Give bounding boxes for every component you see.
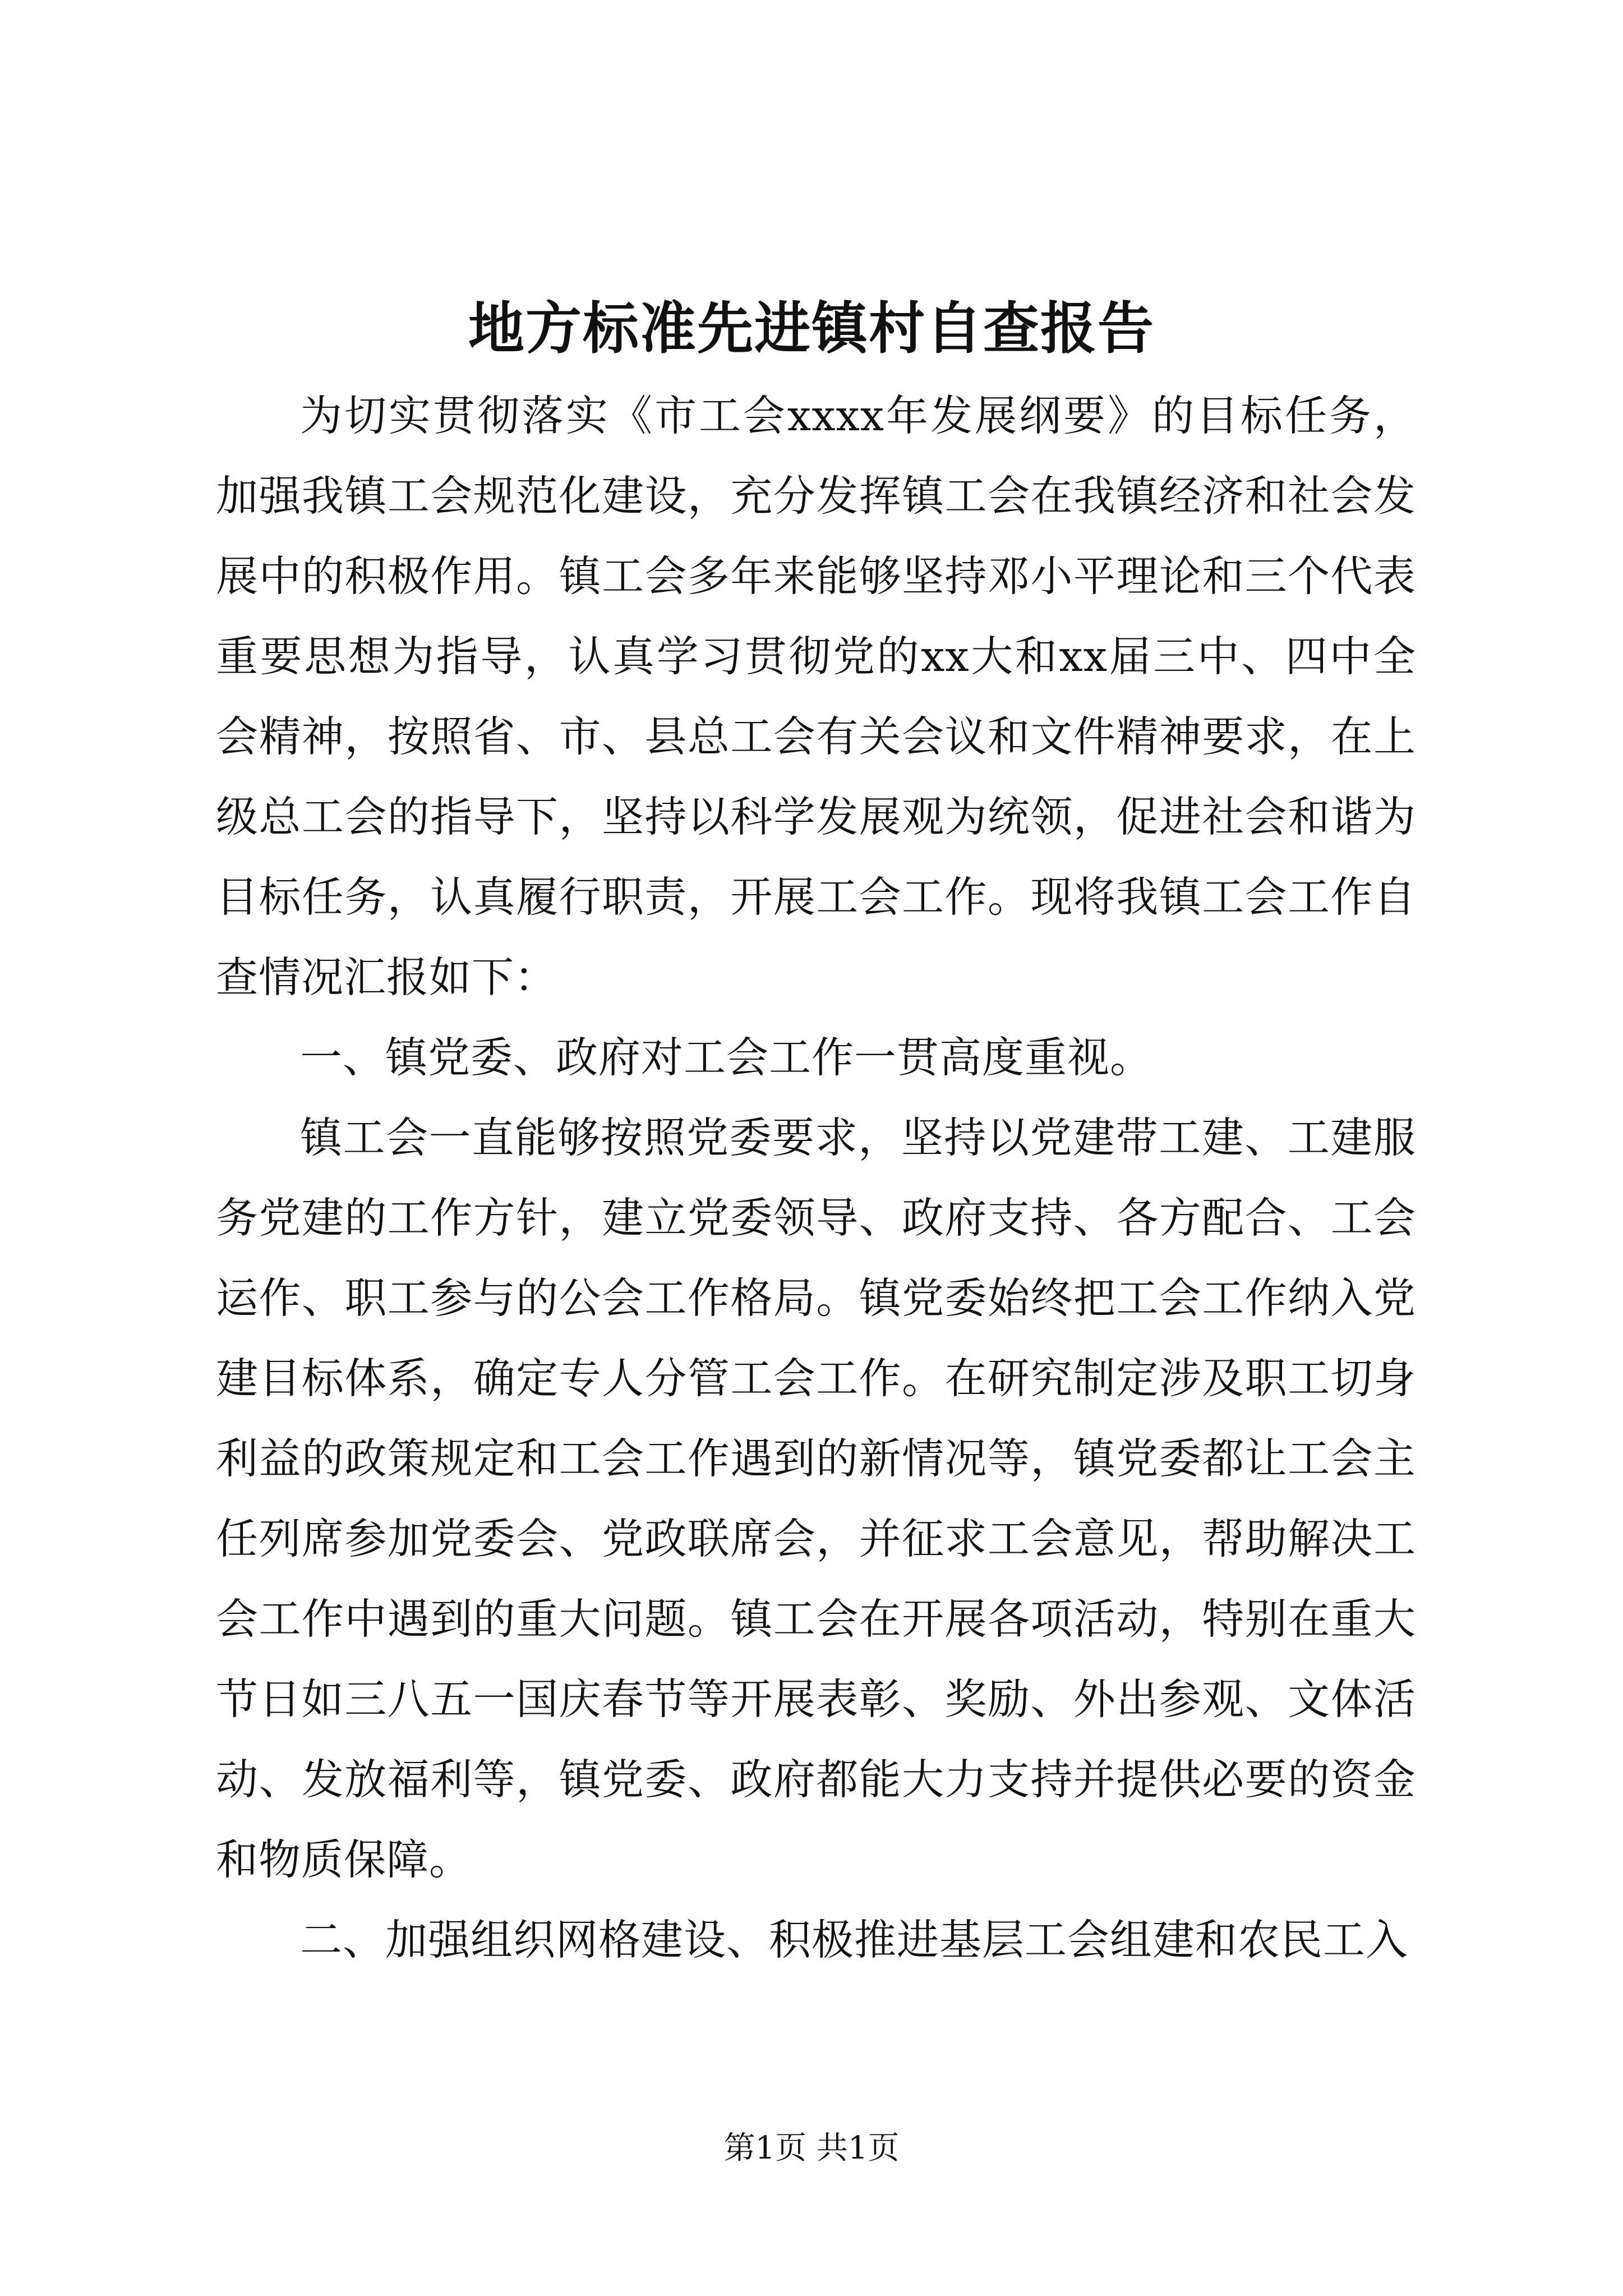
paragraph-intro: 为切实贯彻落实《市工会xxxx年发展纲要》的目标任务，加强我镇工会规范化建设，充分发挥镇工会在我镇经济和社会发展中的积极作用。镇工会多年来能够坚持邓小平理论和三个代表重要思想为指导，认真学习贯彻党的xx大和xx届三中、四中全会精神，按照省、市、县总工会有关会议和文件精神要求，在上级总工会的指导下，坚持以科学发展观为统领，促进社会和谐为目标任务，认真履行职责，开展工会工作。现将我镇工会工作自查情况汇报如下：	[216, 391, 1416, 1002]
document-title: 地方标准先进镇村自查报告	[468, 295, 1155, 361]
paragraph-section-1-body: 镇工会一直能够按照党委要求，坚持以党建带工建、工建服务党建的工作方针，建立党委领导、政府支持、各方配合、工会运作、职工参与的公会工作格局。镇党委始终把工会工作纳入党建目标体系，确定专人分管工会工作。在研究制定涉及职工切身利益的政策规定和工会工作遇到的新情况等，镇党委都让工会主任列席参加党委会、党政联席会，并征求工会意见，帮助解决工会工作中遇到的重大问题。镇工会在开展各项活动，特别在重大节日如三八五一国庆春节等开展表彰、奖励、外出参观、文体活动、发放福利等，镇党委、政府都能大力支持并提供必要的资金和物质保障。	[216, 1113, 1416, 1884]
paragraph-section-1-heading: 一、镇党委、政府对工会工作一贯高度重视。	[300, 1033, 1153, 1082]
document-body	[216, 376, 1416, 1980]
page-footer: 第1页 共1页	[723, 2130, 900, 2166]
paragraph-section-2-heading: 二、加强组织网格建设、积极推进基层工会组建和农民工入	[300, 1915, 1409, 1964]
